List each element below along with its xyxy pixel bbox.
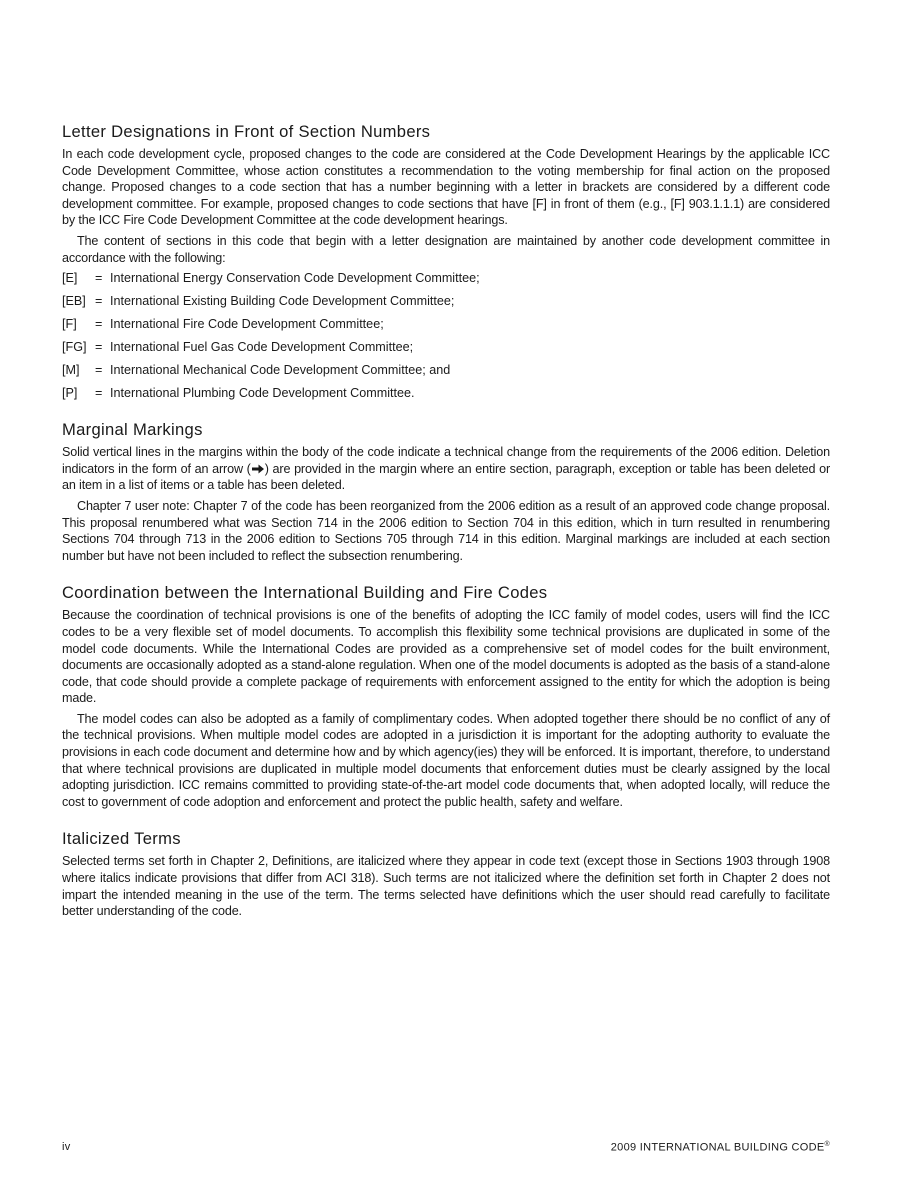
designation-code: [P]: [62, 386, 78, 401]
equals-sign: =: [95, 363, 103, 378]
designation-committee: International Mechanical Code Development Committee; and: [110, 363, 451, 378]
designation-item: [62, 339, 830, 355]
paragraph: Because the coordination of technical provisions is one of the benefits of adopting the ICC family of model codes, users will find the ICC codes to be a very flexible set of model documents. To accomplish this flexibility some technical provisions are duplicated in some of the model code documents. While the International Codes are provided as a comprehensive set of model codes for the built environment, documents are occasionally adopted as a stand-alone regulation. When one of the model documents is adopted as the basis of a stand-alone code, that code should provide a complete package of requirements with enforcement assigned to the entity for which the adoption is being made.: [62, 608, 830, 706]
equals-sign: =: [95, 294, 103, 309]
designation-code: [M]: [62, 363, 80, 378]
equals-sign: =: [95, 317, 103, 332]
designation-committee: International Fire Code Development Committee;: [110, 317, 384, 332]
designation-item: [62, 293, 830, 309]
section-marginal-markings: [62, 420, 830, 564]
designation-item: [62, 362, 830, 378]
paragraph: The model codes can also be adopted as a family of complimentary codes. When adopted together there should be no conflict of any of the technical provisions. When multiple model codes are adopted in a jurisdiction it is important for the adopting authority to evaluate the provisions in each code document and determine how and by which agency(ies) they will be enforced. It is important, therefore, to understand that where technical provisions are duplicated in multiple model documents that enforcement duties must be clearly assigned by the local adopting jurisdiction. ICC remains committed to providing state-of-the-art model code documents that, when adopted locally, will reduce the cost to government of code adoption and enforcement and protect the public health, safety and welfare.: [62, 711, 830, 809]
book-title: [611, 1141, 830, 1154]
designation-committee: International Existing Building Code Development Committee;: [110, 294, 455, 309]
section-letter-designations: [62, 122, 830, 401]
page-content: [62, 122, 830, 939]
section-italicized-terms: [62, 829, 830, 919]
designation-item: [62, 316, 830, 332]
heading-coordination: Coordination between the International Building and Fire Codes: [62, 583, 548, 603]
designation-item: [62, 385, 830, 401]
designation-code: [EB]: [62, 294, 86, 309]
heading-letter-designations: Letter Designations in Front of Section Numbers: [62, 122, 431, 141]
page-footer: [62, 1141, 830, 1154]
right-arrow-icon: [251, 464, 265, 474]
designation-code: [E]: [62, 271, 78, 286]
designation-item: [62, 270, 830, 286]
paragraph: Selected terms set forth in Chapter 2, Definitions, are italicized where they appear in code text (except those in Sections 1903 through 1908 where italics indicate provisions that differ from ACI 318). Such terms are not italicized where the definition set forth in Chapter 2 does not impart the intended meaning in the use of the term. The terms selected have definitions which the user should read carefully to facilitate better understanding of the code.: [62, 854, 830, 919]
equals-sign: =: [95, 340, 103, 355]
paragraph: In each code development cycle, proposed changes to the code are considered at the Code Development Hearings by the applicable ICC Code Development Committee, whose action constitutes a recommendation to the voting membership for final action on the proposed change. Proposed changes to a code section that has a number beginning with a letter in brackets are considered by a different code development committee. For example, proposed changes to code sections that have [F] in front of them (e.g., [F] 903.1.1.1) are considered by the ICC Fire Code Development Committee at the code development hearings.: [62, 147, 830, 228]
heading-marginal-markings: Marginal Markings: [62, 420, 203, 440]
designation-committee: International Energy Conservation Code Development Committee;: [110, 271, 480, 286]
paragraph: The content of sections in this code that begin with a letter designation are maintained by another code development committee in accordance with the following:: [62, 233, 830, 265]
section-coordination: [62, 583, 830, 810]
equals-sign: =: [95, 271, 103, 286]
designation-committee: International Fuel Gas Code Development Committee;: [110, 340, 414, 355]
paragraph: [62, 444, 830, 494]
equals-sign: =: [95, 386, 103, 401]
designation-committee: International Plumbing Code Development Committee.: [110, 386, 415, 401]
paragraph-text: Solid vertical lines in the margins within the body of the code indicate a technical change from the requirements of the 2006 edition. Deletion indicators in the form of an arrow (: [62, 445, 830, 476]
paragraph-text: ) are provided in the margin where an entire section, paragraph, exception or table has been deleted or an item in a list of items or a table has been deleted.: [62, 461, 830, 493]
book-title-text: 2009 INTERNATIONAL BUILDING CODE: [610, 1141, 825, 1154]
designation-list: [62, 270, 830, 401]
heading-italicized-terms: Italicized Terms: [62, 829, 181, 849]
paragraph: Chapter 7 user note: Chapter 7 of the code has been reorganized from the 2006 edition as a result of an approved code change proposal. This proposal renumbered what was Section 714 in the 2006 edition to Section 704 in this edition, which in turn resulted in renumbering Sections 704 through 713 in the 2006 edition to Sections 705 through 714 in this edition. Marginal markings are included at each section number but have not been included to reflect the subsection renumbering.: [62, 498, 830, 563]
registered-mark: ®: [824, 1141, 830, 1148]
designation-code: [F]: [62, 317, 77, 332]
page-number: iv: [62, 1141, 71, 1153]
designation-code: [FG]: [62, 340, 87, 355]
